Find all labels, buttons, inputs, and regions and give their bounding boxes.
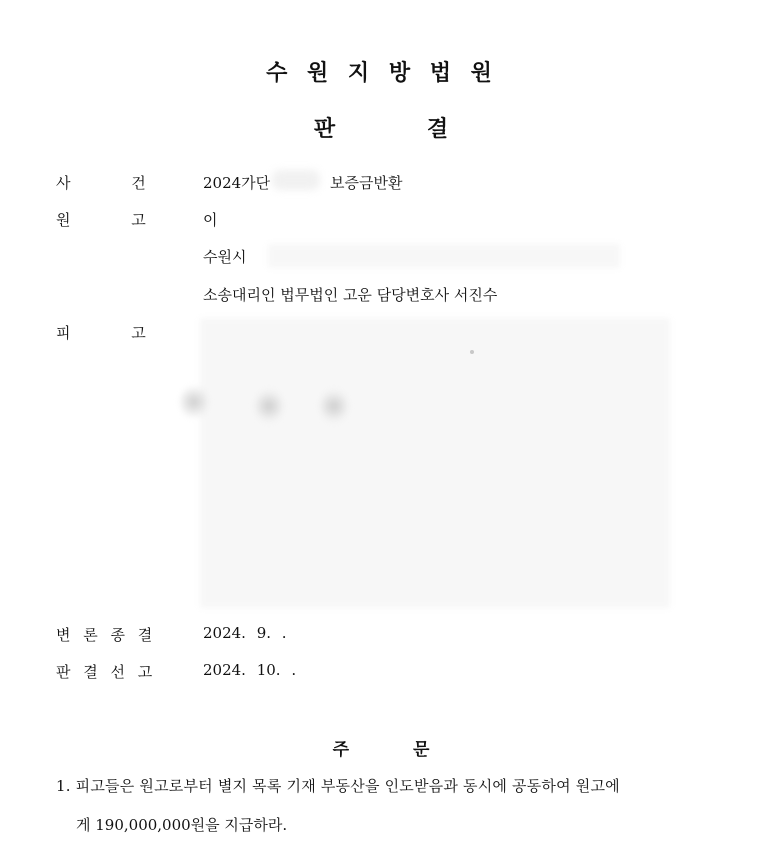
plaintiff-address: 수원시	[203, 248, 247, 266]
order-text-line-2: 게 190,000,000원을 지급하라.	[76, 816, 288, 834]
case-name: 보증금반환	[330, 174, 403, 192]
redaction-blur-mark	[320, 388, 348, 424]
order-title: 주 문	[332, 740, 430, 760]
court-name: 수 원 지 방 법 원	[266, 61, 496, 86]
closing-date: 2024. 9. .	[203, 624, 287, 642]
ruling-date: 2024. 10. .	[203, 661, 297, 679]
document-title: 판 결	[313, 117, 449, 142]
plaintiff-label: 원 고	[56, 211, 146, 229]
closing-label: 변 론 종 결	[56, 626, 155, 644]
redaction-dot-mark	[470, 350, 474, 354]
case-number: 2024가단	[203, 174, 271, 192]
redaction-blur-mark	[180, 384, 208, 420]
order-text-line-1: 1. 피고들은 원고로부터 별지 목록 기재 부동산을 인도받음과 동시에 공동하여 원고에	[56, 777, 620, 795]
redacted-defendant-block	[200, 318, 670, 608]
ruling-label: 판 결 선 고	[56, 663, 155, 681]
defendant-label: 피 고	[56, 324, 146, 342]
redacted-case-number	[272, 170, 320, 190]
redacted-address	[268, 244, 620, 268]
redaction-blur-mark	[255, 388, 283, 424]
case-label: 사 건	[56, 174, 146, 192]
plaintiff-attorney: 소송대리인 법무법인 고운 담당변호사 서진수	[203, 286, 498, 304]
plaintiff-name: 이	[203, 211, 218, 229]
